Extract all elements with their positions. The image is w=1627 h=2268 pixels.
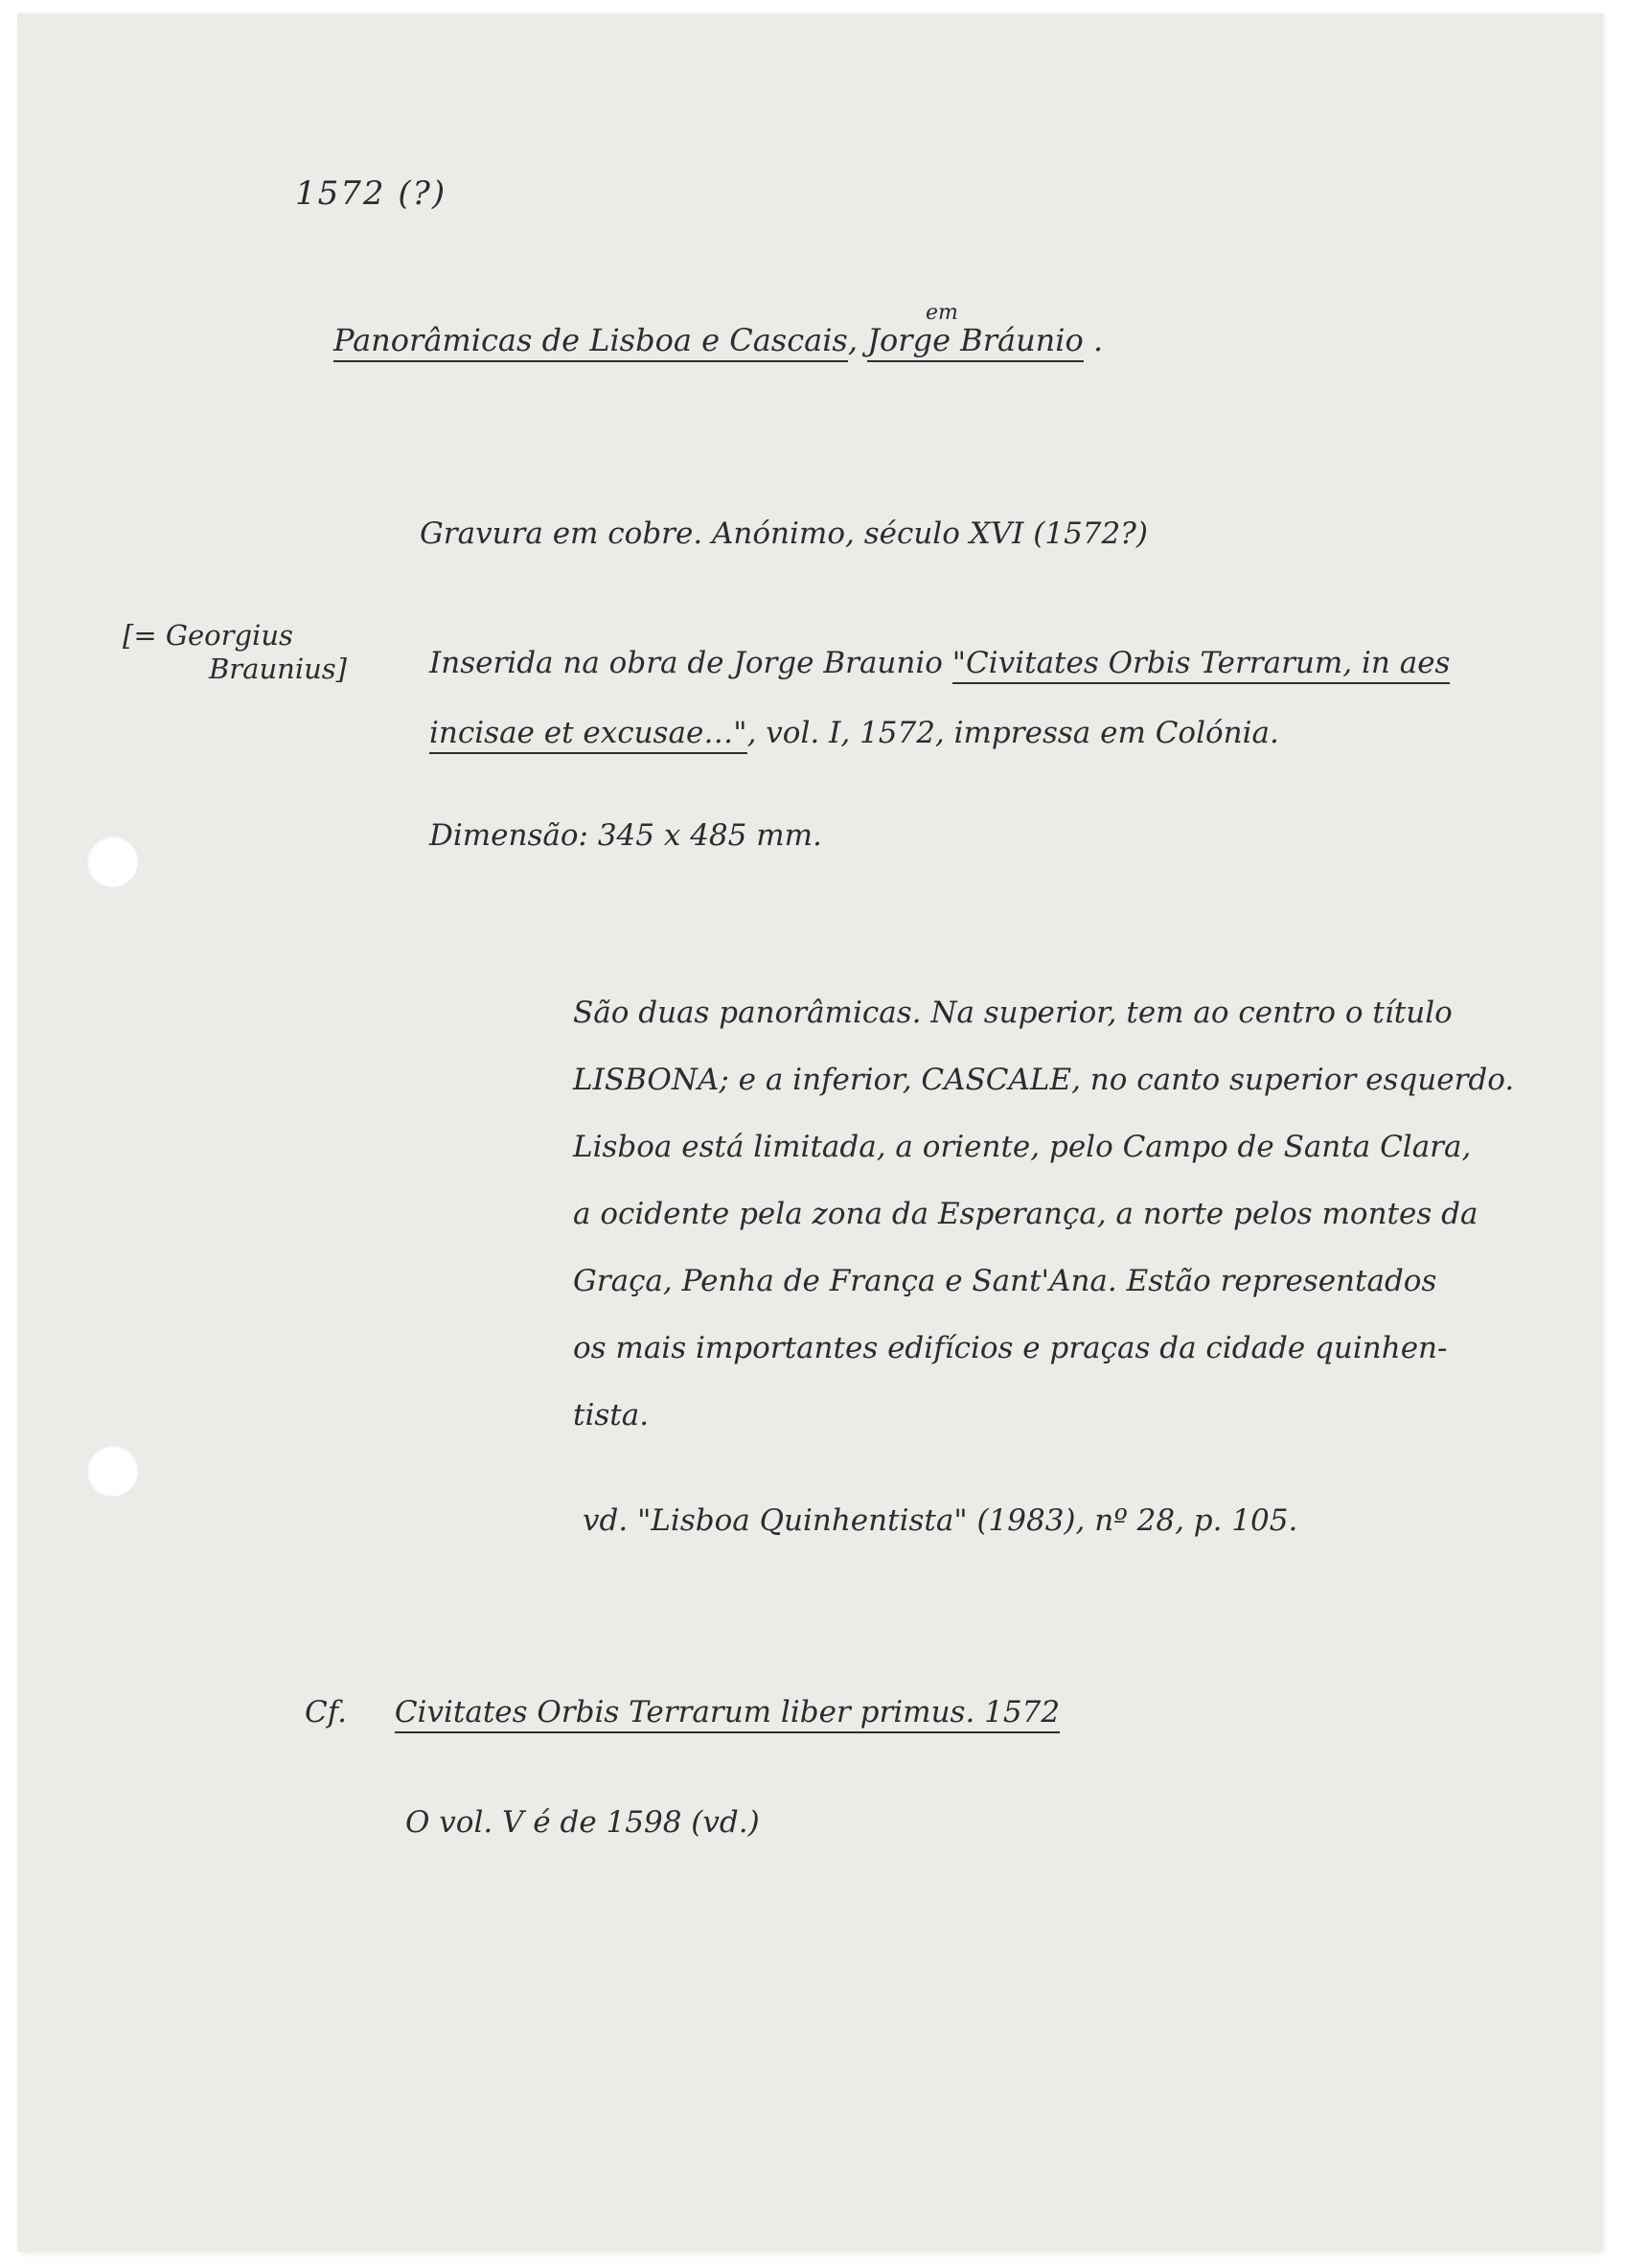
description-line: os mais importantes edifícios e praças da cidade quinhen- xyxy=(573,1331,1448,1365)
document-page xyxy=(17,13,1603,2252)
punch-hole-bottom xyxy=(86,1445,138,1497)
description-line: LISBONA; e a inferior, CASCALE, no canto superior esquerdo. xyxy=(573,1063,1515,1097)
description-paragraph xyxy=(573,979,1514,1449)
reference-line: vd. "Lisboa Quinhentista" (1983), nº 28, p. 105. xyxy=(583,1503,1298,1538)
cf-title: Civitates Orbis Terrarum liber primus. 1572 xyxy=(395,1695,1060,1733)
title-separator: , xyxy=(847,322,859,358)
date-heading: 1572 (?) xyxy=(295,174,447,213)
description-line: tista. xyxy=(573,1398,650,1432)
description-line: Lisboa está limitada, a oriente, pelo Campo de Santa Clara, xyxy=(573,1130,1472,1164)
title-author: Jorge Bráunio xyxy=(867,322,1084,362)
title-end: . xyxy=(1092,322,1104,358)
title-main: Panorâmicas de Lisboa e Cascais xyxy=(333,322,848,362)
description-line: São duas panorâmicas. Na superior, tem ao centro o título xyxy=(573,996,1453,1030)
title-line xyxy=(333,322,1103,358)
margin-note xyxy=(123,619,347,686)
technique-line: Gravura em cobre. Anónimo, século XVI (1572?) xyxy=(420,516,1148,551)
description-line: Graça, Penha de França e Sant'Ana. Estão representados xyxy=(573,1264,1437,1298)
publication-work-title: "Civitates Orbis Terrarum, in aes xyxy=(952,646,1451,684)
cf-label: Cf. xyxy=(305,1695,347,1730)
cf-line xyxy=(305,1695,1060,1730)
volume-note: O vol. V é de 1598 (vd.) xyxy=(405,1805,760,1840)
title-insertion: em xyxy=(926,301,958,325)
description-line: a ocidente pela zona da Esperança, a norte pelos montes da xyxy=(573,1197,1478,1231)
punch-hole-top xyxy=(86,836,138,887)
publication-text: Inserida na obra de Jorge Braunio xyxy=(429,646,952,680)
publication-line-2 xyxy=(429,716,1279,751)
dimensions-line: Dimensão: 345 x 485 mm. xyxy=(429,818,822,853)
publication-details: , vol. I, 1572, impressa em Colónia. xyxy=(746,716,1279,750)
publication-line-1 xyxy=(429,646,1450,681)
margin-note-line-2: Braunius] xyxy=(209,652,347,685)
margin-note-line-1: [= Georgius xyxy=(123,619,293,652)
publication-work-title-cont: incisae et excusae…" xyxy=(429,716,747,754)
